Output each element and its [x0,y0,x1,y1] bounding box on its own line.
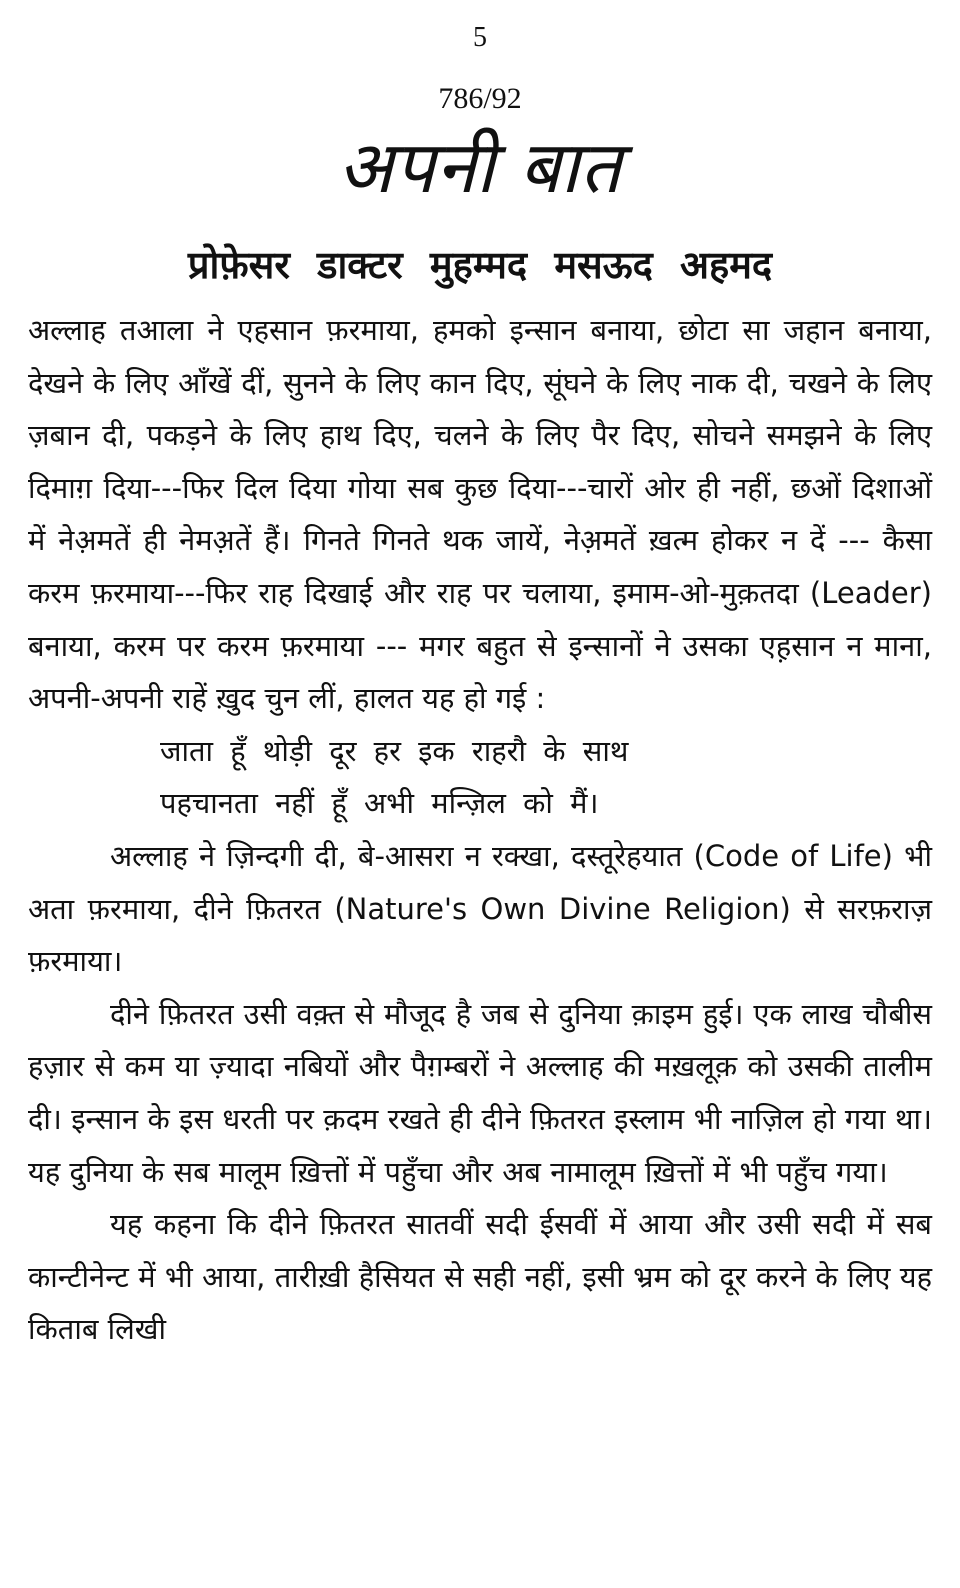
paragraph: दीने फ़ितरत उसी वक़्त से मौजूद है जब से दुनिया क़ाइम हुई। एक लाख चौबीस हज़ार से कम या ज़्यादा नबियों और पैग़म्बरों ने अल्लाह की मख़लूक़ को उसकी तालीम दी। इन्सान के इस धरती पर क़दम रखते ही दीने फ़ितरत इस्लाम भी नाज़िल हो गया था। यह दुनिया के सब मालूम ख़ित्तों में पहुँचा और अब नामालूम ख़ित्तों में भी पहुँच गया। [28,996,932,1189]
reference-number: 786/92 [438,82,522,115]
verse-line: पहचानता नहीं हूँ अभी मन्ज़िल को मैं। [160,786,599,821]
body-text [28,304,932,1356]
paragraph: अल्लाह ने ज़िन्दगी दी, बे-आसरा न रक्खा, दस्तूरेहयात (Code of Life) भी अता फ़रमाया, दीने फ़ितरत (Nature's Own Divine Religion) से सरफ़राज़ फ़रमाया। [28,838,932,979]
page-number: 5 [473,22,487,53]
paragraph: अल्लाह तआला ने एहसान फ़रमाया, हमको इन्सान बनाया, छोटा सा जहान बनाया, देखने के लिए आँखें दीं, सुनने के लिए कान दिए, सूंघने के लिए नाक दी, चखने के लिए ज़बान दी, पकड़ने के लिए हाथ दिए, चलने के लिए पैर दिए, सोचने समझने के लिए दिमाग़ दिया---फिर दिल दिया गोया सब कुछ दिया---चारों ओर ही नहीं, छओं दिशाओं में नेअ़मतें ही नेमअ़तें हैं। गिनते गिनते थक जायें, नेअ़मतें ख़त्म होकर न दें --- कैसा करम फ़रमाया---फिर राह दिखाई और राह पर चलाया, इमाम-ओ-मुक़तदा (Leader) बनाया, करम पर करम फ़रमाया --- मगर बहुत से इन्सानों ने उसका एह़सान न माना, अपनी-अपनी राहें ख़ुद चुन लीं, हालत यह हो गई : [28,313,932,716]
paragraph: यह कहना कि दीने फ़ितरत सातवीं सदी ईसवीं में आया और उसी सदी में सब कान्टीनेन्ट में भी आया, तारीख़ी हैसियत से सही नहीं, इसी भ्रम को दूर करने के लिए यह किताब लिखी [28,1207,932,1347]
author-name: प्रोफ़ेसर डाक्टर मुहम्मद मसऊद अहमद [187,243,773,287]
verse-line: जाता हूँ थोड़ी दूर हर इक राहरौ के साथ [160,733,629,768]
chapter-title: अपनी बात [337,125,623,209]
